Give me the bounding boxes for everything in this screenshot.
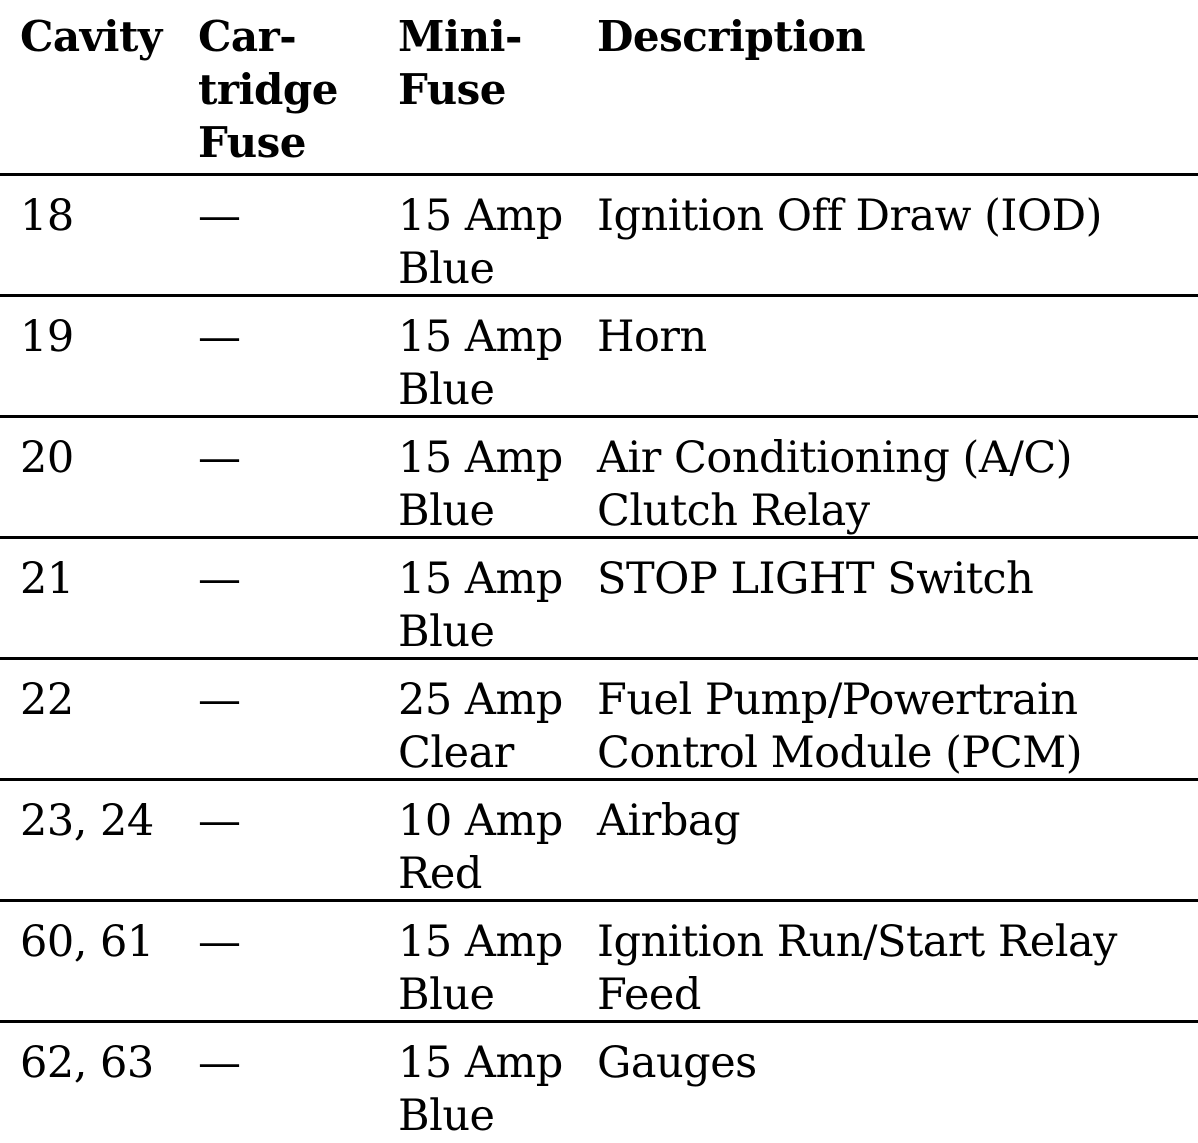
cell-cavity: 20 (20, 433, 74, 483)
cell-description: STOP LIGHT Switch (597, 554, 1034, 604)
cell-cartridge-fuse: — (198, 433, 241, 483)
cell-mini-fuse: 15 Amp Blue (398, 191, 563, 294)
cell-cavity: 22 (20, 675, 74, 725)
table-row (0, 1020, 1198, 1141)
cell-mini-fuse: 15 Amp Blue (398, 917, 563, 1020)
cell-mini-fuse: 15 Amp Blue (398, 1038, 563, 1141)
cell-cartridge-fuse: — (198, 312, 241, 362)
table-row (0, 294, 1198, 415)
table-row (0, 657, 1198, 778)
cell-description: Air Conditioning (A/C) Clutch Relay (597, 433, 1073, 536)
cell-mini-fuse: 15 Amp Blue (398, 433, 563, 536)
header-cavity: Cavity (20, 12, 162, 61)
cell-cavity: 21 (20, 554, 74, 604)
cell-mini-fuse: 15 Amp Blue (398, 312, 563, 415)
cell-cartridge-fuse: — (198, 796, 241, 846)
cell-description: Gauges (597, 1038, 757, 1088)
cell-description: Ignition Run/Start Relay Feed (597, 917, 1117, 1020)
table-header-row (0, 0, 1198, 173)
cell-cartridge-fuse: — (198, 554, 241, 604)
cell-cartridge-fuse: — (198, 191, 241, 241)
cell-mini-fuse: 15 Amp Blue (398, 554, 563, 657)
cell-cartridge-fuse: — (198, 917, 241, 967)
table-row (0, 536, 1198, 657)
cell-description: Horn (597, 312, 707, 362)
header-mini-fuse: Mini- Fuse (398, 12, 522, 114)
cell-cartridge-fuse: — (198, 1038, 241, 1088)
cell-cavity: 19 (20, 312, 74, 362)
cell-description: Airbag (597, 796, 741, 846)
header-cartridge-fuse: Car- tridge Fuse (198, 12, 338, 167)
cell-cavity: 23, 24 (20, 796, 154, 846)
cell-mini-fuse: 25 Amp Clear (398, 675, 563, 778)
cell-mini-fuse: 10 Amp Red (398, 796, 563, 899)
header-description: Description (597, 12, 866, 61)
cell-cartridge-fuse: — (198, 675, 241, 725)
cell-description: Fuel Pump/Powertrain Control Module (PCM) (597, 675, 1083, 778)
cell-cavity: 60, 61 (20, 917, 154, 967)
table-row (0, 173, 1198, 294)
table-row (0, 778, 1198, 899)
cell-description: Ignition Off Draw (IOD) (597, 191, 1102, 241)
table-row (0, 899, 1198, 1020)
cell-cavity: 62, 63 (20, 1038, 154, 1088)
cell-cavity: 18 (20, 191, 74, 241)
table-row (0, 415, 1198, 536)
